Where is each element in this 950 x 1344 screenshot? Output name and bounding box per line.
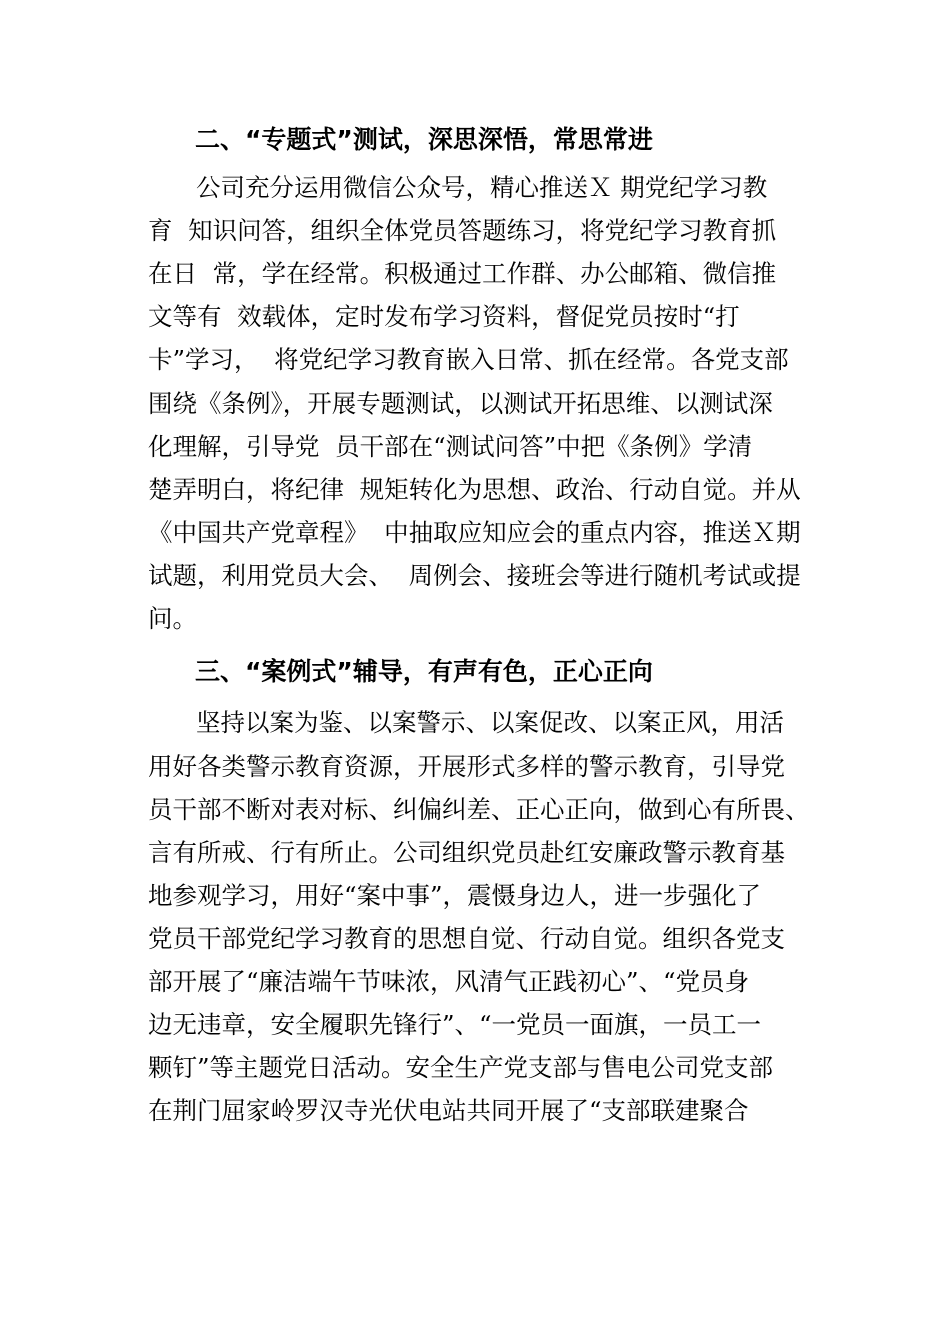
paragraph-line: 问。 bbox=[148, 604, 197, 633]
paragraph-line: 部开展了“廉洁端午节味浓，风清气正践初心”、“党员身 bbox=[148, 967, 750, 996]
section-heading-2: 二、“专题式”测试，深思深悟，常思常进 bbox=[195, 125, 653, 154]
paragraph-line: 卡”学习， 将党纪学习教育嵌入日常、抓在经常。各党支部 bbox=[148, 345, 789, 374]
paragraph-line: 地参观学习，用好“案中事”，震慑身边人，进一步强化了 bbox=[148, 881, 762, 910]
paragraph-line: 化理解，引导党 员干部在“测试问答”中把《条例》学清 bbox=[148, 432, 753, 461]
paragraph-line: 颗钉”等主题党日活动。安全生产党支部与售电公司党支部 bbox=[148, 1053, 774, 1082]
paragraph-line: 楚弄明白，将纪律 规矩转化为思想、政治、行动自觉。并从 bbox=[148, 475, 801, 504]
paragraph-line: 《中国共产党章程》 中抽取应知应会的重点内容，推送Ｘ期 bbox=[148, 518, 801, 547]
paragraph-line: 坚持以案为鉴、以案警示、以案促改、以案正风，用活 bbox=[196, 708, 784, 737]
paragraph-line: 围绕《条例》，开展专题测试，以测试开拓思维、以测试深 bbox=[148, 389, 773, 418]
paragraph-line: 公司充分运用微信公众号，精心推送Ｘ 期党纪学习教 bbox=[196, 173, 768, 202]
paragraph-line: 员干部不断对表对标、纠偏纠差、正心正向，做到心有所畏、 bbox=[148, 795, 810, 824]
paragraph-line: 言有所戒、行有所止。公司组织党员赴红安廉政警示教育基 bbox=[148, 838, 785, 867]
paragraph-line: 在日 常，学在经常。积极通过工作群、办公邮箱、微信推 bbox=[148, 259, 777, 288]
paragraph-line: 文等有 效载体，定时发布学习资料，督促党员按时“打 bbox=[148, 302, 740, 331]
paragraph-line: 党员干部党纪学习教育的思想自觉、行动自觉。组织各党支 bbox=[148, 924, 785, 953]
section-heading-3: 三、“案例式”辅导，有声有色，正心正向 bbox=[195, 657, 653, 686]
paragraph-line: 用好各类警示教育资源，开展形式多样的警示教育，引导党 bbox=[148, 752, 785, 781]
paragraph-line: 在荆门屈家岭罗汉寺光伏电站共同开展了“支部联建聚合 bbox=[148, 1096, 749, 1125]
paragraph-line: 边无违章，安全履职先锋行”、“一党员一面旗，一员工一 bbox=[148, 1010, 762, 1039]
paragraph-line: 育 知识问答，组织全体党员答题练习，将党纪学习教育抓 bbox=[148, 216, 777, 245]
paragraph-line: 试题，利用党员大会、 周例会、接班会等进行随机考试或提 bbox=[148, 561, 801, 590]
